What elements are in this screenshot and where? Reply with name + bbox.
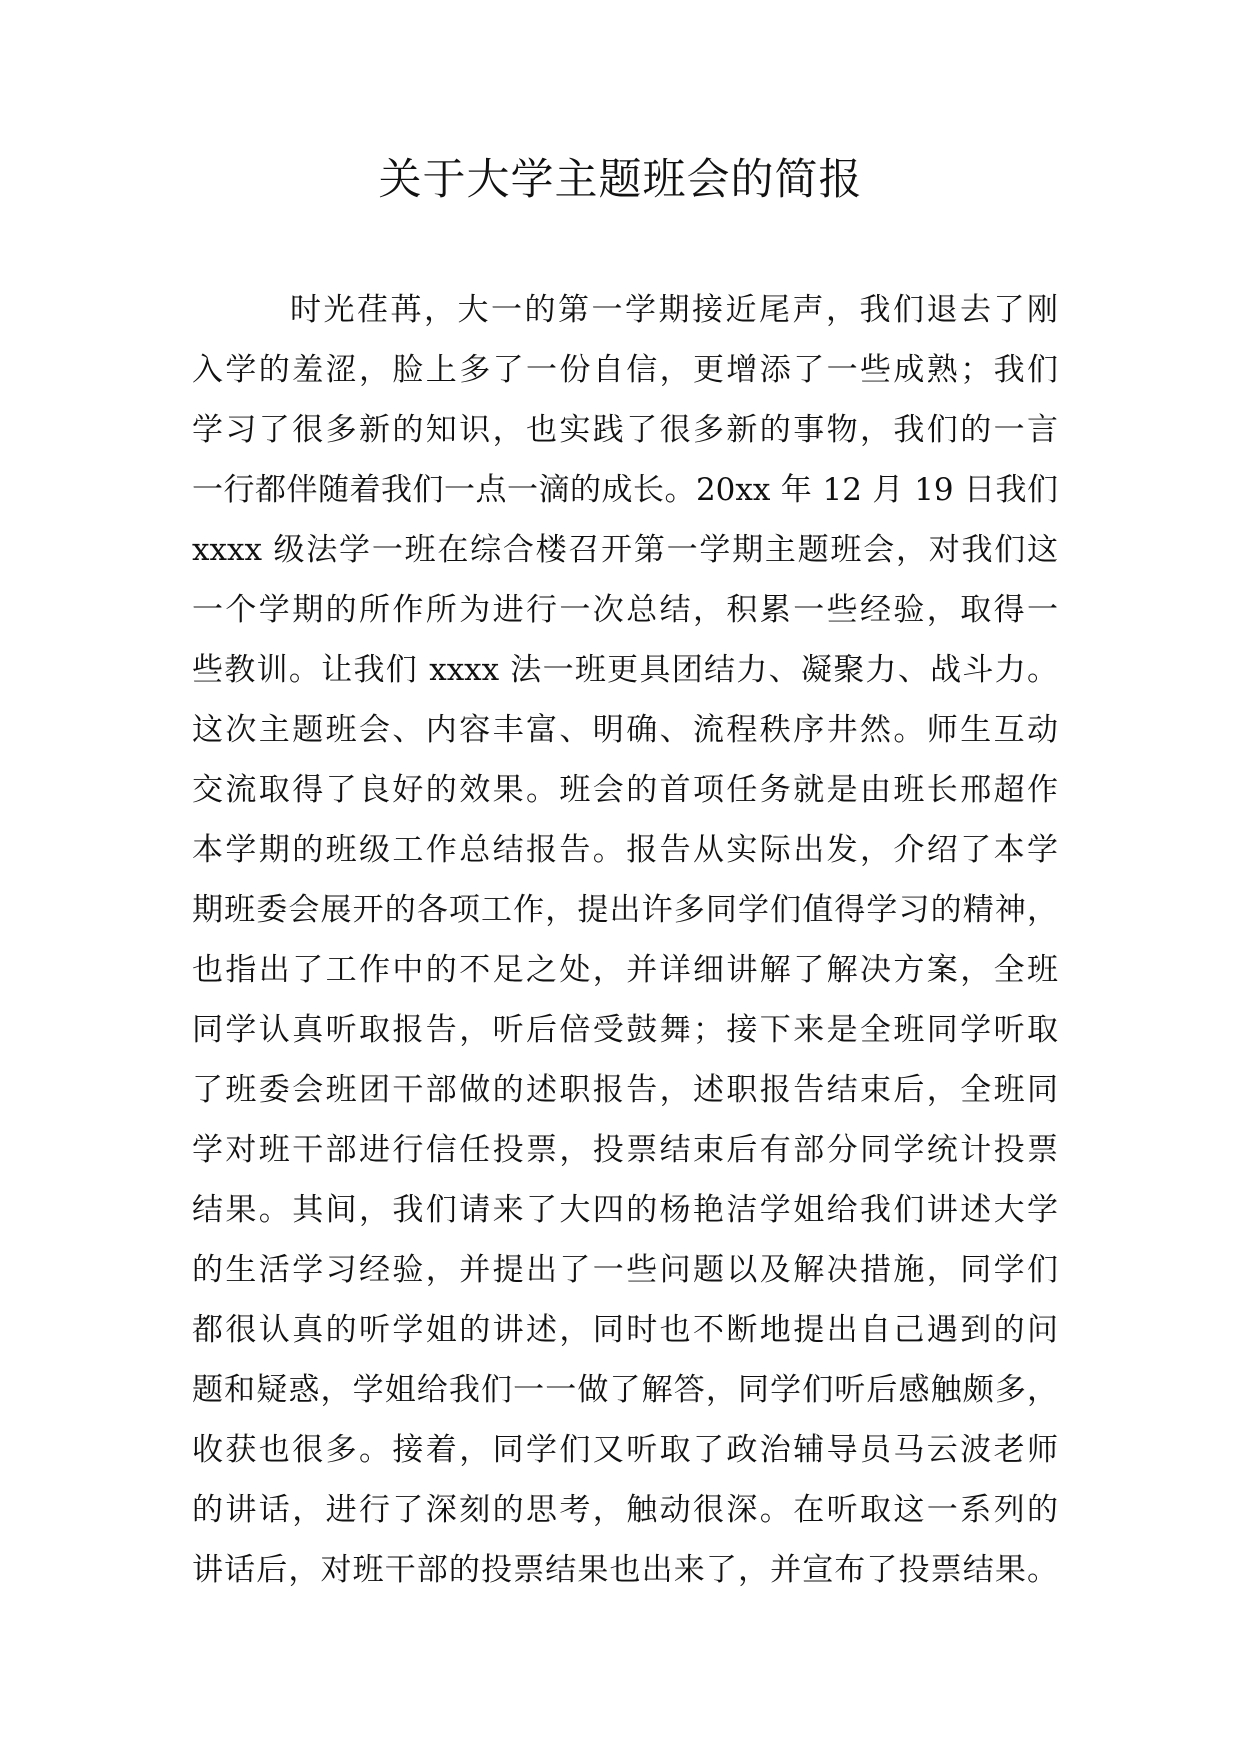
paragraph-line: 题和疑惑，学姐给我们一一做了解答，同学们听后感触颇多， [192, 1372, 1058, 1408]
paragraph-line: 结果。其间，我们请来了大四的杨艳洁学姐给我们讲述大学 [192, 1192, 1058, 1228]
paragraph-line: 同学认真听取报告，听后倍受鼓舞；接下来是全班同学听取 [192, 1012, 1058, 1048]
paragraph-line: 学习了很多新的知识，也实践了很多新的事物，我们的一言 [192, 412, 1058, 448]
paragraph-line: 了班委会班团干部做的述职报告，述职报告结束后，全班同 [192, 1072, 1058, 1108]
paragraph-line: 收获也很多。接着，同学们又听取了政治辅导员马云波老师 [192, 1432, 1058, 1468]
paragraph-line: 期班委会展开的各项工作，提出许多同学们值得学习的精神， [192, 892, 1058, 928]
paragraph-line: 讲话后，对班干部的投票结果也出来了，并宣布了投票结果。 [192, 1552, 1058, 1588]
paragraph-line: 都很认真的听学姐的讲述，同时也不断地提出自己遇到的问 [192, 1312, 1058, 1348]
paragraph-line: 一个学期的所作所为进行一次总结，积累一些经验，取得一 [192, 592, 1058, 628]
document-body [192, 280, 1058, 1600]
paragraph-line: 一行都伴随着我们一点一滴的成长。20xx 年 12 月 19 日我们 [192, 472, 1058, 508]
paragraph-line: 的生活学习经验，并提出了一些问题以及解决措施，同学们 [192, 1252, 1058, 1288]
paragraph-line: 时光荏苒，大一的第一学期接近尾声，我们退去了刚 [290, 292, 1058, 328]
paragraph-line: 也指出了工作中的不足之处，并详细讲解了解决方案，全班 [192, 952, 1058, 988]
paragraph-line: 本学期的班级工作总结报告。报告从实际出发，介绍了本学 [192, 832, 1058, 868]
document-title: 关于大学主题班会的简报 [378, 155, 863, 205]
paragraph-line: 些教训。让我们 xxxx 法一班更具团结力、凝聚力、战斗力。 [192, 652, 1058, 688]
paragraph-line: 学对班干部进行信任投票，投票结束后有部分同学统计投票 [192, 1132, 1058, 1168]
paragraph-line: xxxx 级法学一班在综合楼召开第一学期主题班会，对我们这 [192, 532, 1058, 568]
paragraph-line: 这次主题班会、内容丰富、明确、流程秩序井然。师生互动 [192, 712, 1058, 748]
paragraph-line: 交流取得了良好的效果。班会的首项任务就是由班长邢超作 [192, 772, 1058, 808]
paragraph-line: 入学的羞涩，脸上多了一份自信，更增添了一些成熟；我们 [192, 352, 1058, 388]
paragraph-line: 的讲话，进行了深刻的思考，触动很深。在听取这一系列的 [192, 1492, 1058, 1528]
